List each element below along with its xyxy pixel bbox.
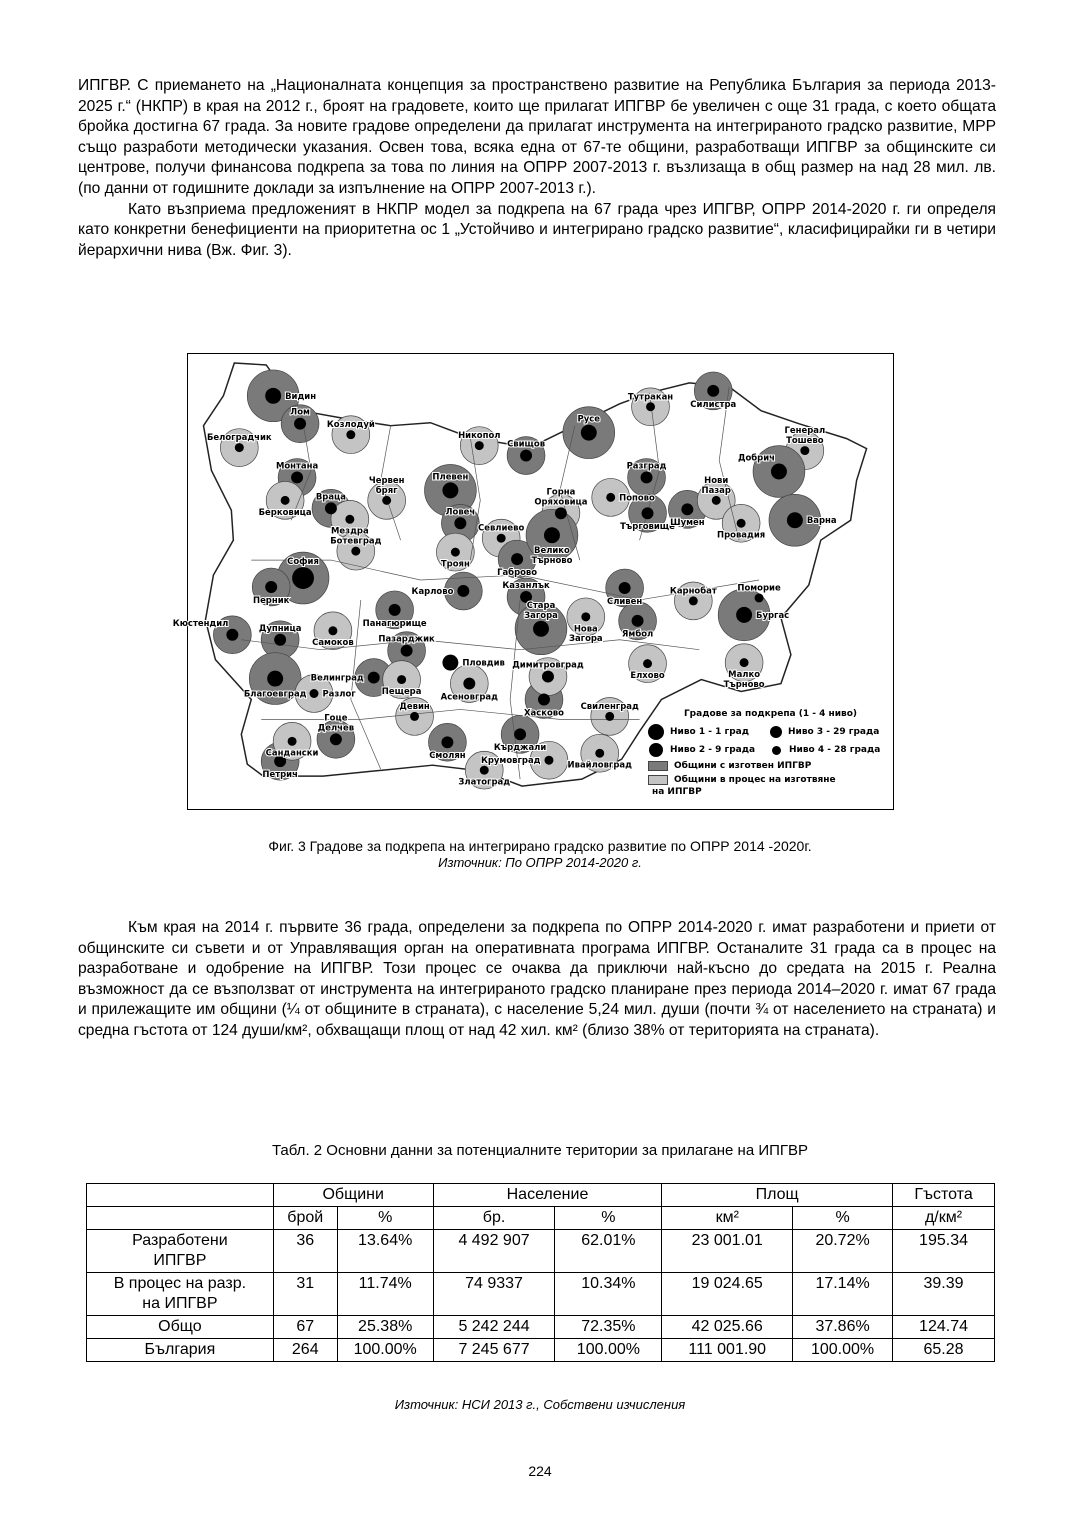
city-label: Горна Оряховица	[534, 486, 588, 507]
city-label: Велико Търново	[531, 545, 573, 566]
legend-in-process: Общини в процес на изготвяне	[674, 775, 836, 785]
city-label: Димитровград	[512, 659, 584, 670]
row-label-line2: ИПГВР	[153, 1252, 207, 1269]
table-cell: 100.00%	[793, 1339, 893, 1362]
row-label-line1: В процес на разр.	[113, 1275, 247, 1292]
city-label: Лом	[290, 406, 310, 417]
developed-swatch	[648, 761, 668, 771]
city-dot	[265, 581, 277, 593]
city-dot	[511, 553, 523, 565]
city-label: Севлиево	[478, 522, 525, 533]
table-row	[87, 1230, 995, 1273]
city-label: Карнобат	[669, 585, 717, 596]
city-dot	[288, 737, 297, 746]
city-label: Велинград	[310, 672, 364, 683]
table-cell: 42 025.66	[662, 1316, 793, 1339]
city-label: Разград	[626, 460, 667, 471]
city-label: Мездра	[331, 525, 369, 536]
city-dot	[291, 471, 303, 483]
city-dot	[325, 502, 337, 514]
city-label: Генерал Тошево	[784, 425, 826, 446]
city-label: Монтана	[275, 460, 319, 471]
city-dot	[368, 672, 380, 684]
city-label: Пещера	[381, 686, 422, 697]
city-label: Варна	[806, 515, 837, 526]
city-dot	[226, 629, 238, 641]
header-group: Гъстота	[893, 1184, 995, 1207]
row-label	[87, 1316, 274, 1339]
row-label-line1: България	[144, 1341, 216, 1358]
city-label: Силистра	[690, 398, 737, 409]
city-label: Перник	[253, 594, 290, 605]
table-cell: 23 001.01	[662, 1230, 793, 1273]
city-dot	[235, 443, 244, 452]
city-label: Сливен	[607, 595, 643, 606]
city-dot	[533, 621, 549, 637]
city-dot	[707, 385, 719, 397]
header-empty	[87, 1207, 274, 1230]
figure-map	[172, 353, 894, 810]
table-cell: 62.01%	[555, 1230, 662, 1273]
city-label: Поморие	[737, 582, 781, 593]
city-dot	[544, 756, 553, 765]
table-row	[87, 1273, 995, 1316]
city-dot	[538, 694, 550, 706]
city-dot	[454, 517, 466, 529]
city-label: Берковица	[258, 506, 312, 517]
city-label: Кюстендил	[172, 617, 229, 628]
city-dot	[441, 736, 453, 748]
city-label: Търговище	[620, 521, 675, 532]
city-dot	[330, 733, 342, 745]
city-label: Червен бряг	[368, 474, 405, 495]
legend-level1: Ниво 1 - 1 град	[670, 727, 749, 737]
table-row	[87, 1339, 995, 1362]
city-label: Стара Загора	[524, 599, 558, 620]
city-dot	[267, 671, 283, 687]
city-label: Самоков	[312, 637, 354, 648]
city-label: Асеновград	[440, 691, 498, 702]
city-label: Златоград	[458, 776, 511, 787]
city-dot	[410, 712, 419, 721]
city-dot	[475, 441, 484, 450]
city-label: Добрич	[737, 452, 775, 463]
city-dot	[480, 766, 489, 775]
city-label: Малко Търново	[723, 669, 765, 690]
table-title: Табл. 2 Основни данни за потенциалните територии за прилагане на ИПГВР	[271, 1142, 809, 1159]
city-dot	[605, 712, 614, 721]
table-cell: 31	[273, 1273, 337, 1316]
table-cell: 4 492 907	[433, 1230, 555, 1273]
city-dot	[542, 671, 554, 683]
header-group: Общини	[273, 1184, 433, 1207]
table-cell: 39.39	[893, 1273, 995, 1316]
subheader: %	[793, 1207, 893, 1230]
level1-dot-icon	[648, 724, 664, 740]
level3-dot-icon	[770, 726, 782, 738]
subheader: %	[337, 1207, 433, 1230]
paragraph-1: ИПГВР. С приемането на „Националната концепция за пространствено развитие на Република България за периода 2013-2025 г.“ (НКПР) в края на 2012 г., броят на градовете, които ще прилагат ИПГВР бе увеличен с още 31 града, с което общата бройка достигна 67 града. За новите градове определени да прилагат инструмента на интегрираното градско развитие, МРР също разработи методически указания. Освен това, всяка една от 67-те общини, разработващи ИПГВР за общинските си центрове, получи финансова подкрепа за това по линия на ОПРР 2007-2013 г. възлизаща в общ размер на над 28 мил. лв. (по данни от годишните доклади за изпълнение на ОПРР 2007-2013 г.).	[78, 77, 996, 197]
table-cell: 195.34	[893, 1230, 995, 1273]
table-cell: 5 242 244	[433, 1316, 555, 1339]
city-label: Габрово	[497, 567, 538, 578]
legend-developed: Общини с изготвен ИПГВР	[674, 761, 812, 771]
table-cell: 124.74	[893, 1316, 995, 1339]
city-label: Попово	[619, 492, 655, 503]
table-cell: 7 245 677	[433, 1339, 555, 1362]
city-label: Тутракан	[627, 391, 674, 402]
city-label: Белоградчик	[207, 432, 272, 443]
city-dot	[442, 482, 458, 498]
header-empty	[87, 1184, 274, 1207]
city-dot	[712, 496, 721, 505]
table-cell: 25.38%	[337, 1316, 433, 1339]
city-label: Девин	[399, 700, 430, 711]
table-row	[87, 1316, 995, 1339]
header-group: Население	[433, 1184, 662, 1207]
city-label: Хасково	[524, 707, 564, 718]
city-label: Ивайловград	[567, 759, 632, 770]
city-label: Елхово	[630, 670, 665, 681]
city-label: Разлог	[322, 688, 356, 699]
city-label: Видин	[285, 390, 317, 401]
city-label: Кърджали	[493, 742, 547, 753]
table-cell: 100.00%	[337, 1339, 433, 1362]
subheader: бр.	[433, 1207, 555, 1230]
table-cell: 72.35%	[555, 1316, 662, 1339]
city-label: Ботевград	[330, 535, 382, 546]
city-dot	[544, 527, 560, 543]
table-cell: 67	[273, 1316, 337, 1339]
body-text	[78, 918, 996, 1042]
city-dot	[740, 658, 749, 667]
city-label: Провадия	[717, 529, 766, 540]
city-dot	[389, 604, 401, 616]
city-label: Свиленград	[580, 700, 639, 711]
table-subheader-row	[87, 1207, 995, 1230]
data-table	[86, 1183, 995, 1362]
city-dot	[800, 446, 809, 455]
city-label: Петрич	[262, 769, 298, 780]
city-label: Троян	[440, 558, 470, 569]
city-dot	[345, 515, 354, 524]
level2-dot-icon	[649, 743, 663, 757]
city-dot	[397, 675, 406, 684]
row-label-line1: Разработени	[132, 1232, 228, 1249]
city-label: Плевен	[432, 471, 469, 482]
legend-level4: Ниво 4 - 28 града	[789, 745, 881, 755]
subheader: %	[555, 1207, 662, 1230]
city-dot	[581, 425, 597, 441]
city-dot	[328, 626, 337, 635]
city-dot	[442, 655, 458, 671]
city-label: Пловдив	[462, 657, 505, 668]
in-process-swatch	[648, 775, 668, 785]
row-label-line2: на ИПГВР	[142, 1295, 218, 1312]
city-dot	[346, 430, 355, 439]
city-dot	[632, 615, 644, 627]
table-header-row	[87, 1184, 995, 1207]
city-label: Панагюрище	[362, 617, 427, 628]
table-cell: 13.64%	[337, 1230, 433, 1273]
figure-caption	[0, 838, 1080, 854]
city-dot	[463, 678, 475, 690]
city-dot	[646, 402, 655, 411]
city-dot	[595, 749, 604, 758]
city-label: Шумен	[670, 517, 705, 528]
table-cell: 264	[273, 1339, 337, 1362]
city-dot	[294, 418, 306, 430]
table-cell: 36	[273, 1230, 337, 1273]
table-cell: 20.72%	[793, 1230, 893, 1273]
city-dot	[274, 634, 286, 646]
table-cell: 19 024.65	[662, 1273, 793, 1316]
intro-text	[78, 76, 996, 261]
city-label: Дупница	[258, 622, 302, 633]
city-label: Пазарджик	[378, 633, 435, 644]
city-label: Смолян	[429, 750, 466, 761]
city-dot	[310, 689, 319, 698]
city-label: Ямбол	[621, 628, 654, 639]
city-dot	[737, 519, 746, 528]
row-label	[87, 1339, 274, 1362]
table-cell: 17.14%	[793, 1273, 893, 1316]
page-number: 224	[528, 1463, 552, 1479]
city-dot	[641, 471, 653, 483]
city-dot	[619, 582, 631, 594]
city-label: Никопол	[458, 430, 501, 441]
city-dot	[451, 548, 460, 557]
city-dot	[514, 728, 526, 740]
city-dot	[351, 547, 360, 556]
city-label: Нова Загора	[568, 623, 603, 644]
city-dot	[681, 503, 693, 515]
map-legend	[648, 709, 893, 797]
city-dot	[642, 507, 654, 519]
table-cell: 11.74%	[337, 1273, 433, 1316]
city-label: Карлово	[411, 585, 454, 596]
city-dot	[555, 507, 567, 519]
legend-in-process-2: на ИПГВР	[652, 787, 702, 797]
legend-title: Градове за подкрепа (1 - 4 ниво)	[683, 709, 858, 719]
city-dot	[520, 450, 532, 462]
city-dot	[292, 567, 314, 589]
city-label: София	[287, 556, 319, 567]
row-label	[87, 1230, 274, 1273]
table-cell: 37.86%	[793, 1316, 893, 1339]
city-label: Ловеч	[445, 506, 476, 517]
city-label: Гоце Делчев	[317, 712, 355, 733]
city-dot	[736, 607, 752, 623]
city-label: Свищов	[507, 438, 546, 449]
table-cell: 74 9337	[433, 1273, 555, 1316]
header-group: Площ	[662, 1184, 893, 1207]
table-cell: 100.00%	[555, 1339, 662, 1362]
city-dot	[689, 596, 698, 605]
figure-source: Източник: По ОПРР 2014-2020 г.	[438, 855, 642, 870]
row-label	[87, 1273, 274, 1316]
city-dot	[497, 534, 506, 543]
city-dot	[401, 645, 413, 657]
subheader: брой	[273, 1207, 337, 1230]
city-dot	[606, 493, 615, 502]
subheader: д/км²	[893, 1207, 995, 1230]
city-dot	[457, 585, 469, 597]
city-dot	[787, 512, 803, 528]
city-dot	[755, 593, 764, 602]
city-dot	[281, 496, 290, 505]
city-label: Крумовград	[480, 755, 541, 766]
row-label-line1: Общо	[158, 1318, 202, 1335]
city-label: Казанлък	[502, 579, 550, 590]
subheader: км²	[662, 1207, 793, 1230]
legend-level3: Ниво 3 - 29 града	[788, 727, 880, 737]
city-label: Бургас	[756, 609, 790, 620]
city-dot	[581, 612, 590, 621]
city-label: Нови Пазар	[701, 474, 731, 495]
level4-dot-icon	[772, 746, 781, 755]
city-label: Благоевград	[243, 688, 307, 699]
paragraph-3: Към края на 2014 г. първите 36 града, определени за подкрепа по ОПРР 2014-2020 г. имат разработени и приети от общинските си съвети и от Управляващия орган на оперативната програма ИПГВР. Останалите 31 града са в процес на разработване и одобрение на ИПГВР. Този процес се очаква да приключи най-късно до средата на 2015 г. Реална възможност да се възползват от инструмента на интегрираното градско планиране през периода 2014–2020 г. имат 67 града и прилежащите им общини (¼ от общините в страната), с население 5,24 мил. души (почти ¾ от населението на страната) и средна гъстота от 124 души/км², обхващащи площ от над 42 хил. км² (близо 38% от територията на страната).	[78, 919, 996, 1039]
legend-level2: Ниво 2 - 9 града	[670, 745, 756, 755]
city-label: Сандански	[265, 747, 319, 758]
city-dot	[643, 659, 652, 668]
table-source: Източник: НСИ 2013 г., Собствени изчисления	[394, 1397, 686, 1412]
city-dot	[265, 388, 281, 404]
table-cell: 10.34%	[555, 1273, 662, 1316]
table-cell: 111 001.90	[662, 1339, 793, 1362]
city-label: Русе	[577, 413, 601, 424]
caption-text: Фиг. 3 Градове за подкрепа на интегрирано градско развитие по ОПРР 2014 -2020г.	[268, 838, 812, 854]
city-label: Враца	[315, 491, 347, 502]
paragraph-2: Като възприема предложеният в НКПР модел за подкрепа на 67 града чрез ИПГВР, ОПРР 2014-2020 г. ги определя като конкретни бенефициенти на приоритетна ос 1 „Устойчиво и интегрирано градско развитие“, класифицирайки ги в четири йерархични нива (Вж. Фиг. 3).	[78, 200, 996, 259]
city-dot	[771, 464, 787, 480]
city-dot	[382, 496, 391, 505]
city-label: Козлодуй	[326, 419, 375, 430]
table-cell: 65.28	[893, 1339, 995, 1362]
